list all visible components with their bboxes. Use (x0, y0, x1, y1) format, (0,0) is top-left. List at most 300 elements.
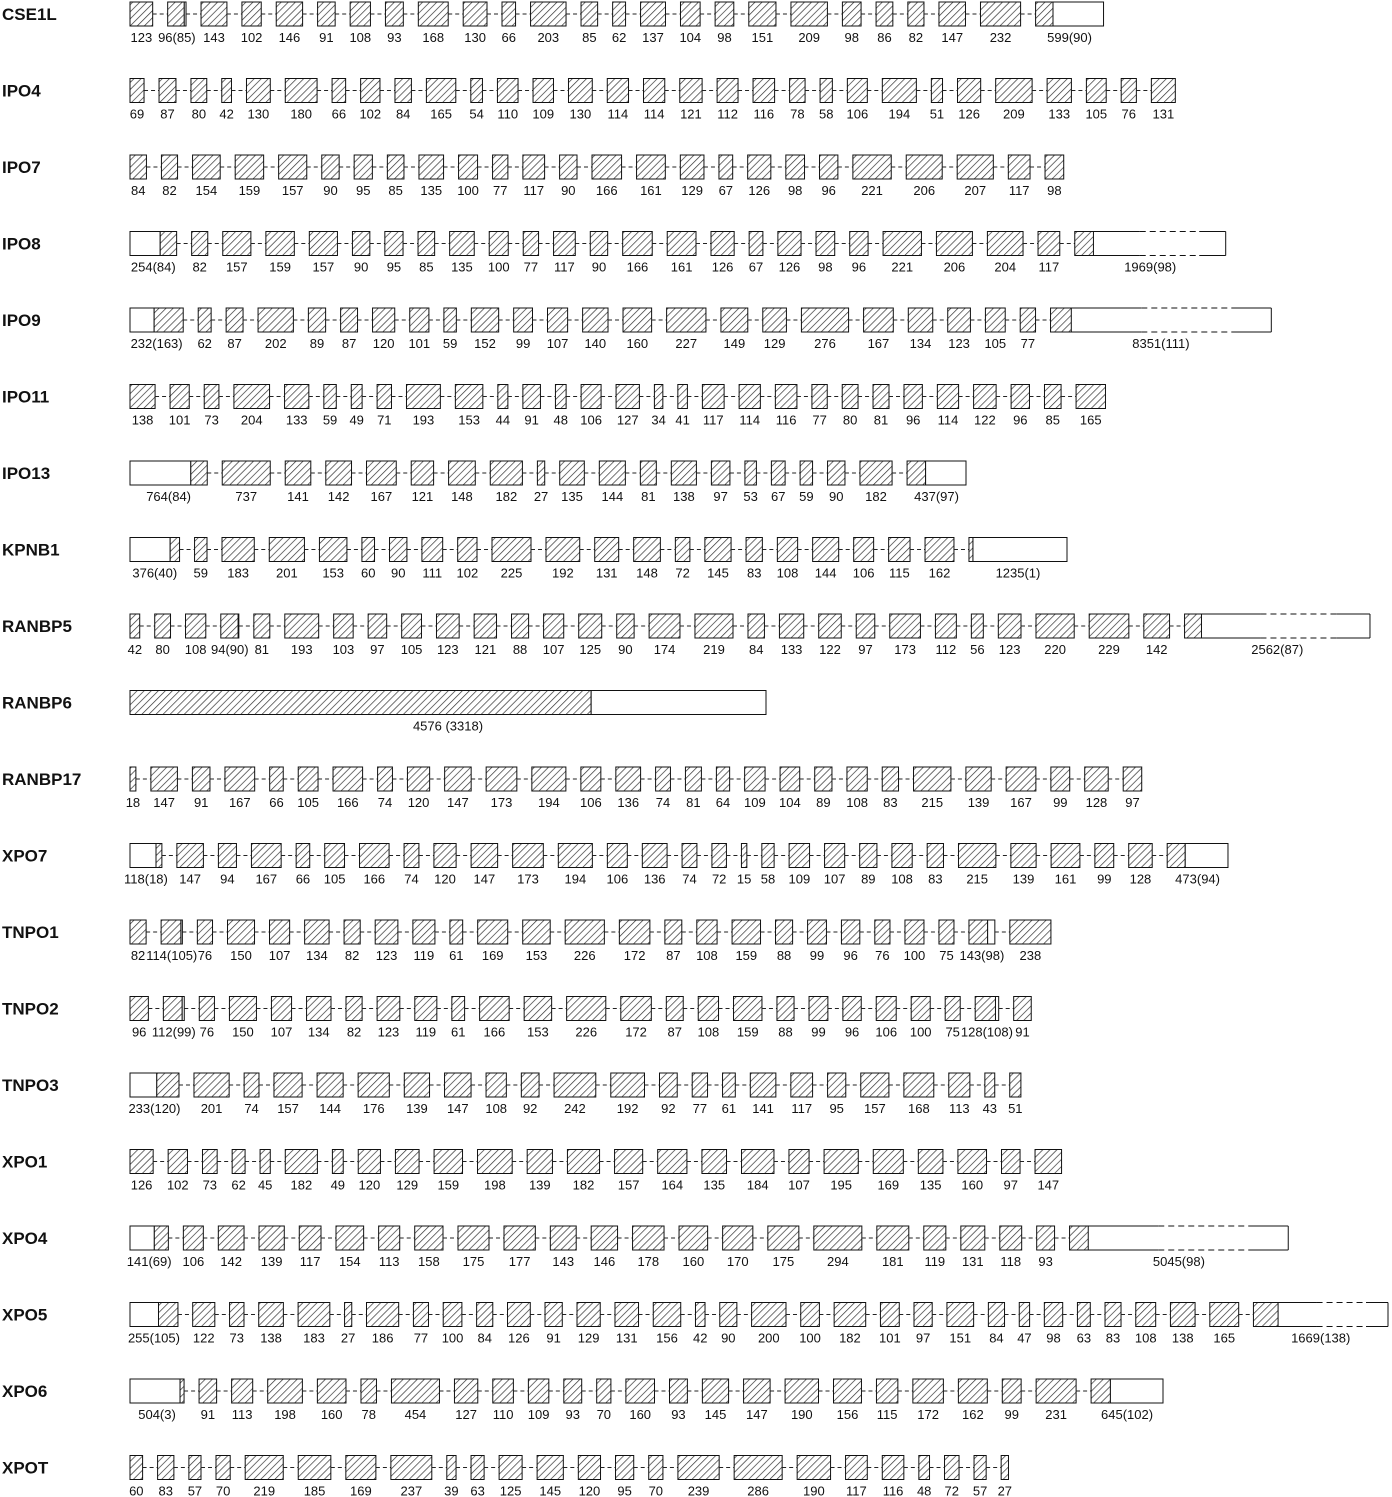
coding-region (232, 1150, 245, 1174)
exon-label: 119 (924, 1254, 946, 1269)
exon (597, 1379, 611, 1422)
exon (496, 385, 510, 428)
exon-label: 135 (451, 259, 473, 275)
coding-region (1085, 767, 1108, 791)
coding-region (616, 1456, 634, 1480)
exon (285, 385, 309, 428)
exon (779, 614, 803, 657)
exon (671, 461, 696, 504)
exon-label: 100 (457, 183, 479, 198)
coding-region (218, 844, 236, 868)
utr-region (1110, 1379, 1163, 1403)
exon-label: 108 (696, 948, 718, 963)
coding-region (654, 385, 662, 409)
exon-label: 58 (760, 871, 776, 887)
exon-label: 194 (564, 871, 587, 887)
exon-label: 198 (274, 1407, 296, 1422)
exon-label: 127 (455, 1407, 477, 1422)
coding-region (450, 232, 475, 256)
coding-region (445, 767, 472, 791)
exon-label: 201 (200, 1101, 223, 1116)
coding-region (876, 997, 896, 1021)
coding-region (1136, 1303, 1156, 1327)
exon (130, 155, 146, 198)
exon (723, 1226, 753, 1269)
exon (904, 1073, 934, 1116)
exon-label: 169 (350, 1483, 372, 1497)
coding-region (354, 155, 372, 179)
exon-label: 121 (474, 642, 497, 657)
exon (667, 308, 706, 351)
exon-label: 27 (997, 1483, 1013, 1497)
exon-label: 84 (395, 106, 411, 122)
exon-label: 116 (753, 106, 775, 122)
gene-name: IPO13 (2, 464, 51, 483)
exon-label: 204 (240, 412, 263, 428)
exon (906, 155, 942, 198)
exon (1045, 155, 1064, 198)
exon (815, 767, 832, 810)
exon-label: 294 (826, 1254, 849, 1269)
exon-label: 90 (829, 489, 844, 504)
exon (445, 1073, 472, 1116)
exon (268, 1379, 303, 1422)
exon (820, 155, 838, 198)
exon-label: 130 (464, 30, 486, 45)
exon-label: 203 (537, 30, 560, 45)
coding-region (864, 308, 894, 332)
utr-region (591, 691, 766, 715)
exon-label: 113 (231, 1407, 253, 1422)
exon (970, 614, 984, 657)
exon (513, 844, 544, 887)
exon (1044, 1303, 1062, 1346)
exon (434, 1150, 462, 1193)
exon (375, 920, 398, 963)
exon-label: 114 (607, 106, 629, 122)
exon-label: 134 (307, 1024, 330, 1040)
coding-region (711, 232, 734, 256)
coding-region (918, 1150, 943, 1174)
exon (626, 1379, 655, 1422)
coding-region (160, 232, 176, 256)
coding-region (665, 920, 682, 944)
exon (523, 155, 545, 198)
coding-region (130, 385, 155, 409)
exon-label: 114(105) (146, 948, 198, 963)
exon (861, 1073, 889, 1116)
exon (998, 1456, 1012, 1497)
exon-label: 97 (370, 642, 385, 657)
coding-region (560, 155, 577, 179)
exon-label: 106 (580, 412, 602, 428)
exon (580, 385, 602, 428)
exon (1051, 844, 1080, 887)
coding-region (607, 844, 627, 868)
coding-region (789, 1150, 809, 1174)
coding-region (434, 844, 456, 868)
exon (285, 461, 311, 504)
coding-region (644, 79, 665, 103)
exon (258, 308, 293, 351)
exon-label: 114 (643, 106, 665, 122)
exon (797, 1456, 830, 1497)
exon (611, 1073, 645, 1116)
coding-region (816, 232, 835, 256)
coding-region (502, 2, 516, 26)
exon (523, 232, 538, 275)
exon (1167, 844, 1228, 887)
coding-region (860, 844, 877, 868)
coding-region (969, 538, 973, 562)
exon-label: 209 (1003, 106, 1025, 122)
exon (653, 1303, 680, 1346)
coding-region (336, 1226, 364, 1250)
exon-label: 117 (1008, 183, 1030, 198)
exon-label: 116 (775, 412, 797, 428)
exon-label: 109 (527, 1407, 550, 1422)
exon (251, 844, 281, 887)
coding-region (682, 844, 697, 868)
exon-label: 129 (763, 336, 786, 351)
utr-region (181, 920, 182, 944)
exon-label: 74 (244, 1101, 259, 1116)
coding-region (809, 997, 828, 1021)
coding-region (958, 844, 995, 868)
exon (358, 1073, 389, 1116)
exon-label: 105 (400, 642, 423, 657)
exon (298, 1456, 331, 1497)
exon-label: 126 (130, 1177, 153, 1193)
utr-region (130, 461, 191, 485)
exon-label: 106 (875, 1024, 898, 1040)
utr-region (130, 1379, 180, 1403)
exon-label: 90 (353, 259, 369, 275)
exon (279, 155, 307, 198)
exon-label: 207 (964, 183, 987, 198)
exon-label: 133 (780, 642, 803, 657)
coding-region (745, 461, 756, 485)
exon (554, 232, 576, 275)
coding-region (474, 614, 496, 638)
exon-label: 139 (528, 1177, 551, 1193)
exon-label: 145 (707, 565, 729, 581)
gene-row-ranbp5 (2, 614, 1370, 657)
exon-label: 148 (451, 489, 473, 504)
coding-region (641, 2, 666, 26)
exon (590, 232, 607, 275)
exon-label: 737 (235, 489, 258, 504)
exon (492, 538, 531, 581)
exon (615, 1303, 639, 1346)
exon-label: 120 (578, 1483, 601, 1497)
exon (732, 920, 760, 963)
coding-region (937, 385, 958, 409)
exon (269, 767, 283, 810)
coding-region (1253, 1303, 1278, 1327)
coding-region (1051, 308, 1072, 332)
utr-region (1053, 2, 1104, 26)
exon-label: 154 (195, 183, 218, 198)
exon (935, 614, 956, 657)
exon-label: 145 (704, 1407, 727, 1422)
exon (996, 79, 1032, 122)
exon-label: 48 (916, 1483, 932, 1497)
exon (126, 767, 140, 810)
coding-region (285, 1150, 317, 1174)
exon-label: 121 (411, 489, 434, 504)
exon-label: 112 (935, 642, 957, 657)
exon-label: 83 (158, 1483, 173, 1497)
exon (333, 614, 355, 657)
coding-region (385, 232, 403, 256)
exon (245, 1456, 283, 1497)
exon (358, 1150, 380, 1193)
exon (395, 1150, 419, 1193)
exon (199, 997, 214, 1040)
exon-label: 173 (894, 642, 916, 657)
exon-label: 61 (450, 1024, 466, 1040)
exon-label: 192 (616, 1101, 639, 1116)
exon-label: 108 (697, 1024, 720, 1040)
exon-label: 99 (809, 948, 825, 963)
exon-label: 87 (666, 948, 681, 963)
exon-label: 143(98) (959, 948, 1005, 963)
exon-label: 239 (687, 1483, 710, 1497)
exon (637, 155, 666, 198)
exon-label: 60 (360, 565, 376, 581)
exon (543, 614, 565, 657)
exon (418, 232, 435, 275)
coding-region (567, 1150, 599, 1174)
exon-label: 142 (1145, 642, 1168, 657)
exon (385, 232, 403, 275)
exon (873, 385, 889, 428)
coding-region (229, 997, 256, 1021)
exon-label: 206 (943, 259, 966, 275)
gene-row-xpot (2, 1456, 1012, 1497)
exon (679, 1226, 708, 1269)
exon-label: 167 (255, 871, 278, 887)
gene-row-ipo8 (2, 232, 1226, 275)
exon (711, 461, 730, 504)
utr-region (238, 614, 239, 638)
exon-label: 105 (984, 336, 1007, 351)
exon-label: 117 (702, 412, 724, 428)
coding-region (1002, 1379, 1021, 1403)
coding-region (613, 2, 626, 26)
coding-region (531, 2, 566, 26)
exon-label: 87 (341, 336, 357, 351)
coding-region (914, 767, 951, 791)
coding-region (908, 308, 932, 332)
exon-label: 131 (1152, 106, 1175, 122)
exon (235, 155, 263, 198)
coding-region (471, 1456, 484, 1480)
exon (426, 79, 455, 122)
coding-region (846, 1456, 868, 1480)
coding-region (358, 1073, 389, 1097)
exon-label: 123 (998, 642, 1021, 657)
gene-name: TNPO2 (2, 999, 59, 1019)
coding-region (939, 920, 954, 944)
exon (246, 79, 270, 122)
exon (219, 79, 233, 122)
utr-region (130, 1303, 158, 1327)
coding-region (449, 461, 476, 485)
exon (194, 1073, 229, 1116)
coding-region (404, 844, 419, 868)
exon-label: 100 (441, 1330, 464, 1346)
exon (842, 385, 858, 428)
exon (1095, 844, 1114, 887)
exon (1170, 1303, 1195, 1346)
coding-region (908, 2, 924, 26)
exon (407, 767, 429, 810)
coding-region (567, 997, 606, 1021)
coding-region (407, 767, 429, 791)
coding-region (158, 1456, 174, 1480)
coding-region (527, 1150, 552, 1174)
coding-region (1086, 79, 1106, 103)
exon (450, 232, 475, 275)
coding-region (454, 1379, 477, 1403)
exon (470, 1456, 484, 1497)
exon-label: 177 (508, 1254, 531, 1269)
exon (612, 2, 626, 45)
exon (497, 79, 518, 122)
coding-region (599, 461, 625, 485)
exon (305, 920, 329, 963)
coding-region (1051, 844, 1080, 868)
exon-label: 61 (721, 1101, 737, 1116)
exon-label: 77 (692, 1101, 708, 1116)
exon-label: 81 (873, 412, 889, 428)
exon-label: 62 (197, 336, 212, 351)
exon (640, 461, 656, 504)
exon (581, 2, 598, 45)
gene-name: XPOT (2, 1458, 49, 1478)
coding-region (1037, 1226, 1055, 1250)
exon (234, 385, 270, 428)
exon-label: 64 (715, 795, 731, 810)
exon (753, 79, 775, 122)
exon-label: 72 (711, 871, 727, 887)
coding-region (245, 1456, 283, 1480)
exon-label: 47 (1017, 1330, 1032, 1346)
coding-region (680, 155, 704, 179)
exon (390, 538, 407, 581)
exon (130, 538, 180, 581)
coding-region (750, 1073, 776, 1097)
exon-label: 103 (332, 642, 355, 657)
exon-label: 44 (495, 412, 511, 428)
exon-label: 49 (330, 1177, 346, 1193)
exon-label: 173 (490, 795, 513, 810)
exon-label: 88 (776, 948, 792, 963)
exon (567, 997, 606, 1040)
coding-region (298, 1303, 330, 1327)
gene-name: XPO6 (2, 1382, 48, 1401)
coding-region (678, 1456, 719, 1480)
utr-region (995, 997, 998, 1021)
coding-region (939, 2, 966, 26)
exon-label: 193 (290, 642, 313, 657)
coding-region (779, 614, 803, 638)
exon (720, 1303, 737, 1346)
exon-label: 113 (948, 1101, 970, 1116)
coding-region (777, 538, 797, 562)
exon-label: 134 (306, 948, 328, 963)
exon (192, 232, 208, 275)
coding-region (180, 1379, 184, 1403)
exon (927, 844, 943, 887)
exon-label: 42 (693, 1330, 708, 1346)
exon-label: 85 (388, 183, 403, 198)
exon-label: 135 (561, 489, 583, 504)
exon (591, 1226, 617, 1269)
exon-label: 138 (260, 1330, 282, 1346)
coding-region (658, 1150, 687, 1174)
exon (778, 232, 801, 275)
exon-label: 100 (799, 1330, 821, 1346)
coding-region (819, 614, 842, 638)
exon-label: 183 (227, 565, 249, 581)
exon (634, 538, 661, 581)
exon (130, 385, 155, 428)
exon-label: 96 (843, 948, 858, 963)
exon-label: 169 (877, 1177, 900, 1193)
exon-label: 145 (539, 1483, 562, 1497)
exon-label: 149 (723, 336, 746, 351)
exon-label: 82 (346, 1024, 362, 1040)
coding-region (508, 1303, 531, 1327)
exon-label: 85 (582, 30, 597, 45)
exon-label: 81 (686, 795, 701, 810)
exon (873, 1150, 903, 1193)
exon (808, 920, 827, 963)
exon (583, 308, 608, 351)
coding-region (906, 155, 942, 179)
coding-region (679, 1226, 708, 1250)
utr-region (130, 538, 170, 562)
exon (223, 232, 251, 275)
coding-region (1038, 232, 1060, 256)
exon-label: 53 (743, 489, 758, 504)
exon-label: 160 (682, 1254, 705, 1269)
coding-region (812, 385, 827, 409)
coding-region (581, 385, 601, 409)
coding-region (361, 79, 380, 103)
gene-row-ranbp17 (2, 767, 1142, 810)
coding-region (151, 767, 178, 791)
exon-label: 157 (312, 259, 335, 275)
exon-label: 107 (788, 1177, 810, 1193)
exon (877, 1226, 909, 1269)
exon (914, 767, 951, 810)
exon-label: 96 (844, 1024, 860, 1040)
gene-name: TNPO1 (2, 923, 59, 942)
coding-region (565, 920, 604, 944)
exon-label: 74 (377, 795, 393, 810)
coding-region (843, 997, 861, 1021)
exon-label: 34 (651, 412, 666, 428)
coding-region (419, 155, 444, 179)
coding-region (667, 308, 706, 332)
coding-region (259, 1226, 284, 1250)
exon (744, 1379, 771, 1422)
gene-row-xpo7 (2, 844, 1228, 887)
